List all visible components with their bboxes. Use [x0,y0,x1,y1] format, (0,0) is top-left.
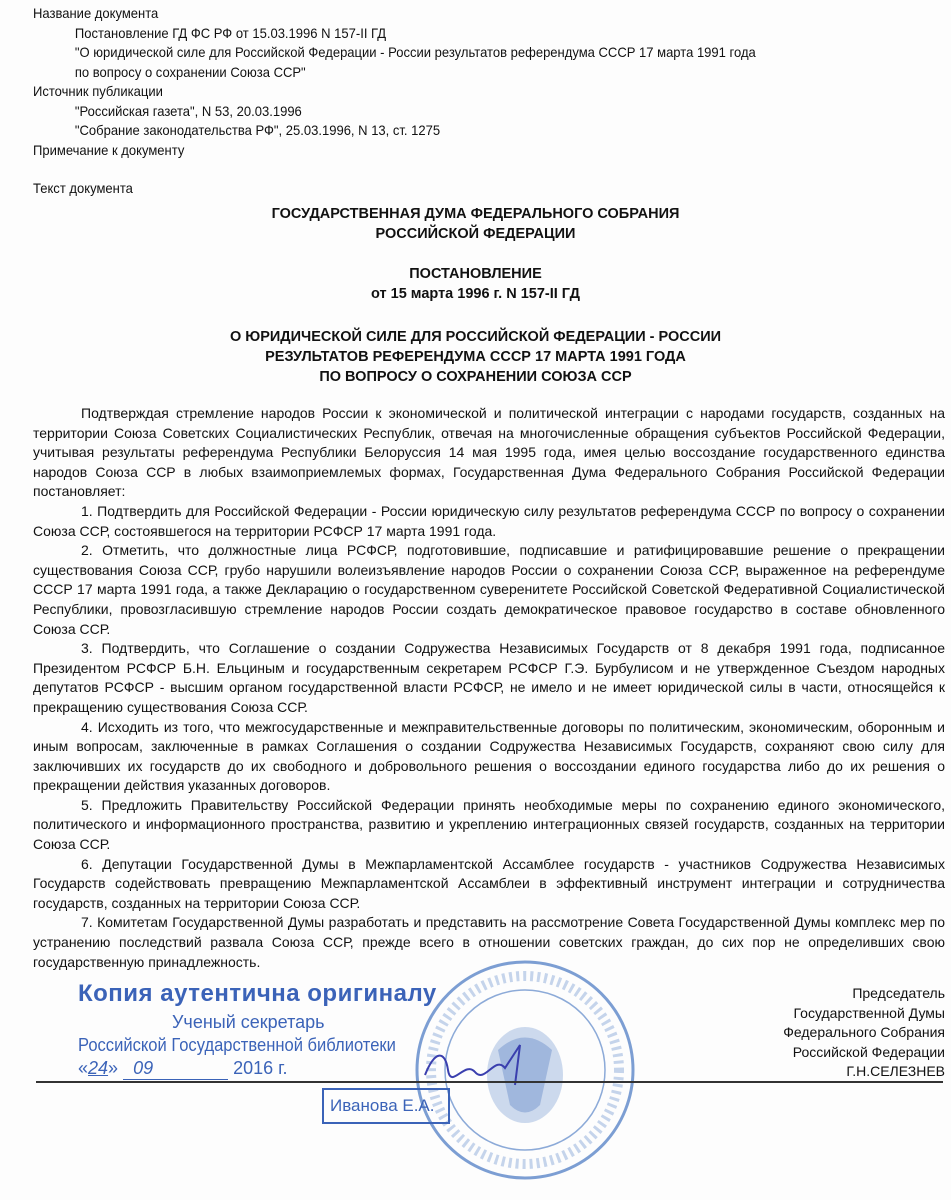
heading-type [0,264,951,304]
signature-line: Федерального Собрания [783,1024,945,1041]
divider-line [36,1081,943,1083]
signatory-name: Г.Н.СЕЛЕЗНЕВ [846,1063,945,1080]
stamp-name-box: Иванова Е.А. [322,1088,450,1124]
paragraph: 2. Отметить, что должностные лица РСФСР, подготовившие, подписавшие и ратифицировавшие решение о прекращении существования Союза ССР, грубо нарушили волеизъявление народов России о сохранении Союза ССР, выраженное на референдуме СССР 17 марта 1991 года, а также Декларацию о государственном суверенитете Российской Советской Федеративной Социалистической Республики, провозгласившую стремление народов России создать демократическое правовое государство в составе обновленного Союза ССР. [33,542,945,637]
heading-title-line: РЕЗУЛЬТАТОВ РЕФЕРЕНДУМА СССР 17 МАРТА 1991 ГОДА [265,349,686,365]
heading-org-line: ГОСУДАРСТВЕННАЯ ДУМА ФЕДЕРАЛЬНОГО СОБРАНИЯ [271,206,680,222]
heading-date: от 15 марта 1996 г. N 157-II ГД [371,286,580,302]
stamp-role: Ученый секретарь [172,1012,325,1032]
paragraph: 4. Исходить из того, что межгосударственные и межправительственные договоры по политическим, экономическим, оборонным и иным вопросам, заключенные в рамках Соглашения о создании Содружества Независимых Государств, сохраняют свою силу для заключивших их государств до их свободного и добровольного решения о воссоздании единого государства либо до их решения о прекращении действия указанных договоров. [33,718,945,794]
stamp-date-day: 24 [88,1058,109,1078]
certification-stamp-title: Копия аутентична оригиналу [78,980,437,1007]
source-item: "Собрание законодательства РФ", 25.03.1996, N 13, ст. 1275 [74,122,441,138]
stamp-date-year: 2016 [233,1058,274,1078]
text-label: Текст документа [33,180,133,196]
source-item: "Российская газета", N 53, 20.03.1996 [74,102,302,119]
heading-org [0,204,951,244]
heading-type-line: ПОСТАНОВЛЕНИЕ [409,266,542,282]
doc-name-label: Название документа [33,5,159,21]
doc-name-line: Постановление ГД ФС РФ от 15.03.1996 N 157-II ГД [74,24,387,41]
paragraph: Подтверждая стремление народов России к экономической и политической интеграции с народами государств, созданных на территории Союза Советских Социалистических Республик, отвечая на многочисленные обращения субъектов Российской Федерации, учитывая результаты референдума Республики Белоруссия 14 мая 1995 года, имея целью воссоздание государственного единства народов Союза ССР в любых взаимоприемлемых формах, Государственная Дума Федерального Собрания Российской Федерации постановляет: [33,405,945,500]
heading-title-line: ПО ВОПРОСУ О СОХРАНЕНИИ СОЮЗА ССР [319,369,632,385]
heading-title [0,327,951,387]
note-label: Примечание к документу [33,141,185,158]
paragraph: 7. Комитетам Государственной Думы разработать и представить на рассмотрение Совета Государственной Думы комплекс мер по устранению последствий развала Союза ССР, прежде всего в отношении советских граждан, до сих пор не определивших свою государственную принадлежность. [33,914,945,970]
signature-block [685,984,945,1082]
paragraph: 6. Депутации Государственной Думы в Межпарламентской Ассамблее государств - участников Содружества Независимых Государств содействовать превращению Межпарламентской Ассамблеи в эффективный инструмент интеграции и сотрудничества государств, созданных на территории Союза ССР. [33,855,945,911]
doc-name-line: "О юридической силе для Российской Федерации - России результатов референдума СССР 17 марта 1991 года [74,44,756,60]
source-label: Источник публикации [33,83,163,99]
stamp-org: Российской Государственной библиотеки [78,1035,396,1055]
signature-line: Председатель [852,985,945,1002]
heading-title-line: О ЮРИДИЧЕСКОЙ СИЛЕ ДЛЯ РОССИЙСКОЙ ФЕДЕРАЦИИ - РОССИИ [229,329,722,345]
paragraph: 3. Подтвердить, что Соглашение о создании Содружества Независимых Государств от 8 декабря 1991 года, подписанное Президентом РСФСР Б.Н. Ельциным и государственным секретарем РСФСР Г.Э. Бурбулисом и не утвержденное Съездом народных депутатов РСФСР - высшим органом государственной власти РСФСР, не имело и не имеет юридической силы в части, относящейся к прекращению существования Союза ССР. [33,640,945,715]
document-metadata [33,4,756,199]
signature-line: Государственной Думы [793,1004,945,1021]
stamp-date-month: 09 [123,1057,228,1080]
paragraph: 1. Подтвердить для Российской Федерации - России юридическую силу результатов референдума СССР по вопросу о сохранении Союза ССР, состоявшегося на территории РСФСР 17 марта 1991 года. [33,502,945,539]
document-body [33,404,945,972]
signature-line: Российской Федерации [792,1043,945,1060]
paragraph: 5. Предложить Правительству Российской Федерации принять необходимые меры по сохранению единого экономического, политического и информационного пространства, развитию и укреплению интеграционных связей государств, созданных на территории Союза ССР. [33,796,945,853]
heading-org-line: РОССИЙСКОЙ ФЕДЕРАЦИИ [375,226,576,242]
stamp-date: «24» 09 2016 г. [78,1058,288,1078]
doc-name-line: по вопросу о сохранении Союза ССР" [74,63,306,80]
